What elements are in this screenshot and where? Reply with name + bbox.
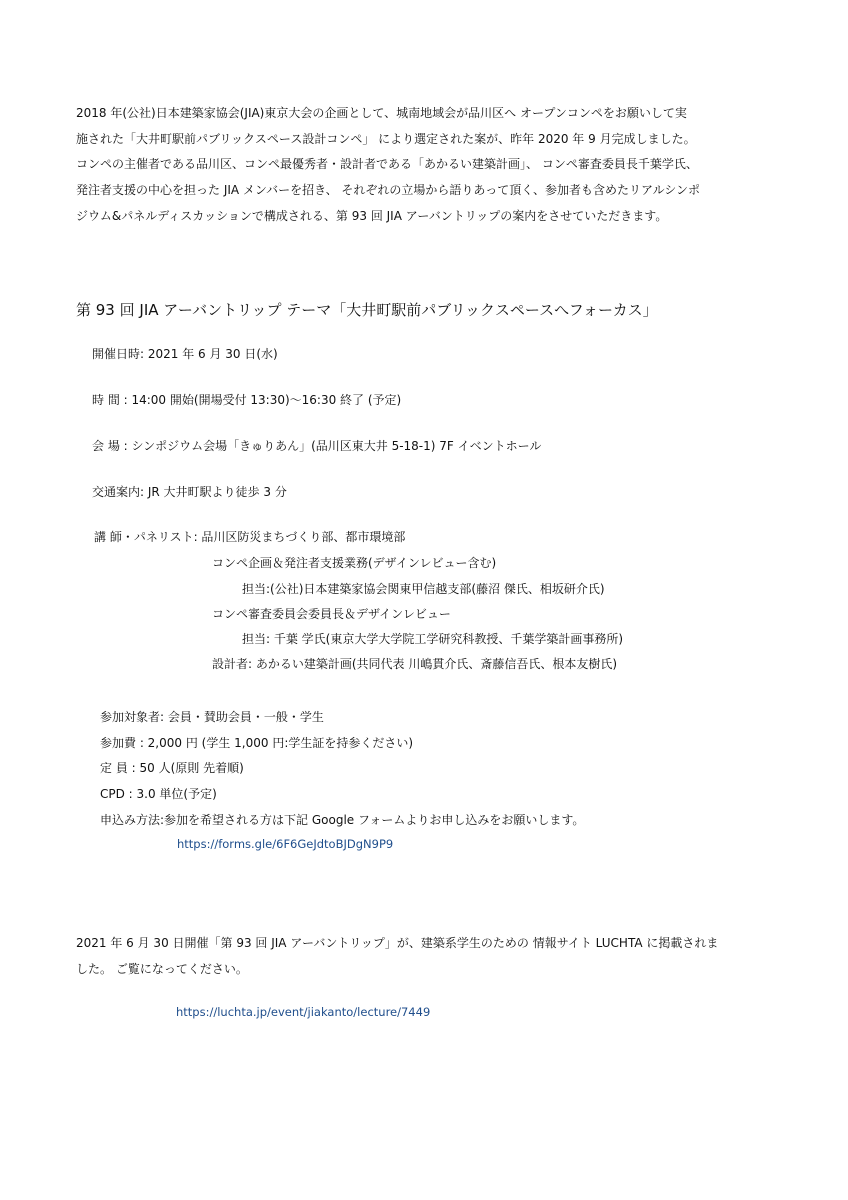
- speakers-line-6: 設計者: あかるい建築計画(共同代表 川嶋貫介氏、斎藤信吾氏、根本友樹氏): [212, 657, 618, 671]
- footer-line-2: した。 ご覧になってください。: [76, 962, 248, 976]
- participation-application: 申込み方法:参加を希望される方は下記 Google フォームよりお申し込みをお願いします。: [100, 813, 585, 827]
- participation-fee: 参加費 : 2,000 円 (学生 1,000 円:学生証を持参ください): [100, 736, 414, 750]
- event-date: 開催日時: 2021 年 6 月 30 日(水): [92, 347, 278, 361]
- speakers-line-3: 担当:(公社)日本建築家協会関東甲信越支部(藤沼 傑氏、相坂研介氏): [242, 582, 605, 596]
- footer-line-1: 2021 年 6 月 30 日開催「第 93 回 JIA アーバントリップ」が、建築系学生のための 情報サイト LUCHTA に掲載されま: [76, 936, 719, 950]
- luchta-link[interactable]: https://luchta.jp/event/jiakanto/lecture/7449: [176, 1005, 431, 1019]
- speakers-line-5: 担当: 千葉 学氏(東京大学大学院工学研究科教授、千葉学築計画事務所): [242, 632, 624, 646]
- intro-line-4: 発注者支援の中心を担った JIA メンバーを招き、 それぞれの立場から語りあって頂く、参加者も含めたリアルシンポ: [76, 183, 700, 197]
- form-link[interactable]: https://forms.gle/6F6GeJdtoBJDgN9P9: [177, 837, 394, 851]
- intro-line-1: 2018 年(公社)日本建築家協会(JIA)東京大会の企画として、城南地域会が品川区へ オープンコンペをお願いして実: [76, 106, 687, 120]
- event-venue: 会 場 : シンポジウム会場「きゅりあん」(品川区東大井 5-18-1) 7F イベントホール: [92, 439, 542, 453]
- speakers-line-4: コンペ審査委員会委員長＆デザインレビュー: [212, 607, 451, 621]
- participation-cpd: CPD : 3.0 単位(予定): [100, 787, 217, 801]
- intro-line-5: ジウム&パネルディスカッションで構成される、第 93 回 JIA アーバントリップの案内をさせていただきます。: [76, 209, 668, 223]
- event-time: 時 間 : 14:00 開始(開場受付 13:30)～16:30 終了 (予定): [92, 393, 402, 407]
- speakers-label: 講 師・パネリスト: 品川区防災まちづくり部、都市環境部: [94, 530, 406, 544]
- speakers-line-2: コンペ企画＆発注者支援業務(デザインレビュー含む): [212, 556, 497, 570]
- event-access: 交通案内: JR 大井町駅より徒歩 3 分: [92, 485, 287, 499]
- event-title: 第 93 回 JIA アーバントリップ テーマ「大井町駅前パブリックスペースへフォーカス」: [76, 301, 658, 319]
- participation-target: 参加対象者: 会員・賛助会員・一般・学生: [100, 710, 324, 724]
- participation-capacity: 定 員 : 50 人(原則 先着順): [100, 761, 244, 775]
- intro-line-3: コンペの主催者である品川区、コンペ最優秀者・設計者である「あかるい建築計画」、 コンペ審査委員長千葉学氏、: [76, 157, 698, 171]
- intro-line-2: 施された「大井町駅前パブリックスペース設計コンペ」 により選定された案が、昨年 2020 年 9 月完成しました。: [76, 132, 696, 146]
